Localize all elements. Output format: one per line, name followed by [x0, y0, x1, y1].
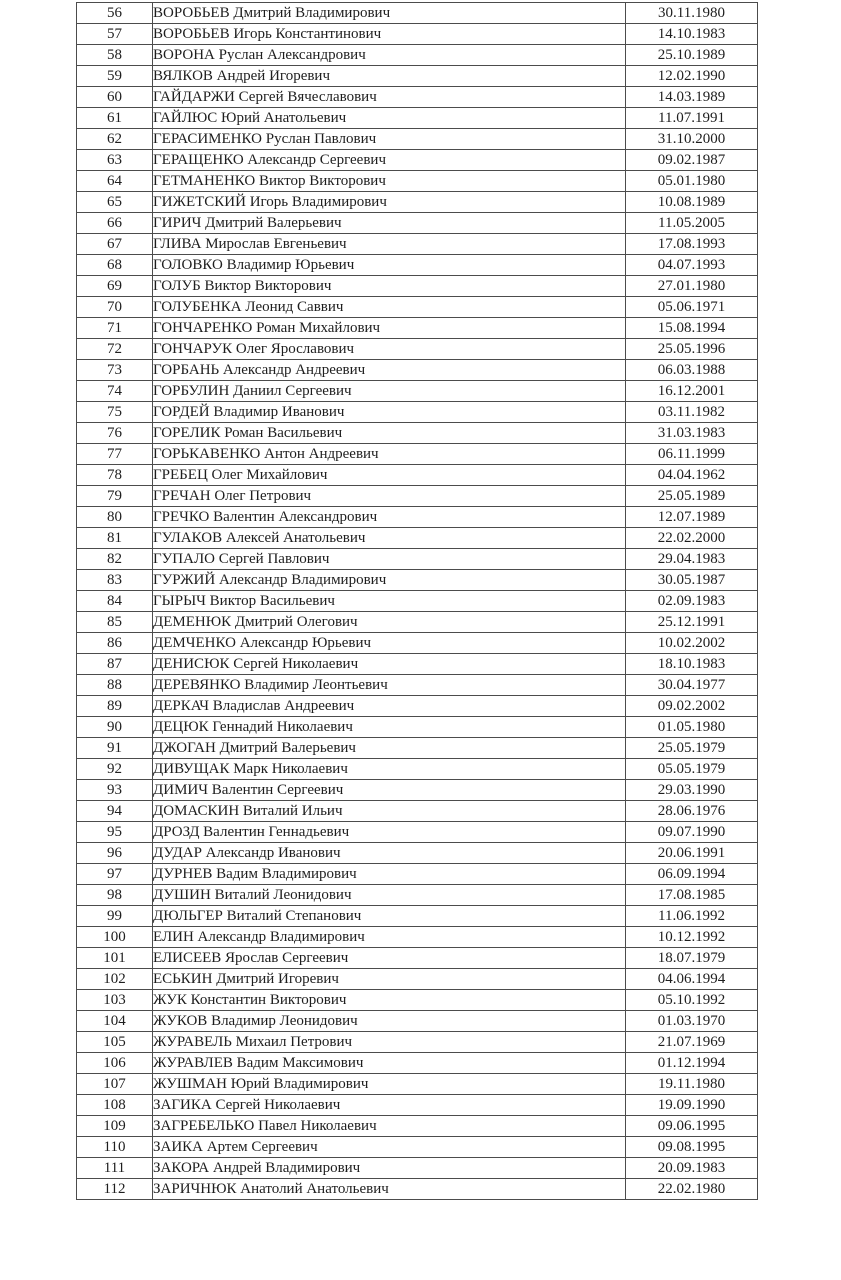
birth-date-cell: 29.04.1983	[626, 549, 758, 570]
row-number-cell: 92	[77, 759, 153, 780]
row-number-cell: 83	[77, 570, 153, 591]
table-row	[77, 3, 758, 24]
person-name-cell: ГУЛАКОВ Алексей Анатольевич	[153, 528, 626, 549]
row-number-cell: 82	[77, 549, 153, 570]
row-number-cell: 68	[77, 255, 153, 276]
row-number-cell: 108	[77, 1095, 153, 1116]
row-number-cell: 95	[77, 822, 153, 843]
table-row	[77, 780, 758, 801]
person-name-cell: ДУШИН Виталий Леонидович	[153, 885, 626, 906]
birth-date-cell: 01.05.1980	[626, 717, 758, 738]
person-name-cell: ГИЖЕТСКИЙ Игорь Владимирович	[153, 192, 626, 213]
roster-table-body	[77, 3, 758, 1200]
row-number-cell: 80	[77, 507, 153, 528]
row-number-cell: 104	[77, 1011, 153, 1032]
birth-date-cell: 30.11.1980	[626, 3, 758, 24]
birth-date-cell: 17.08.1985	[626, 885, 758, 906]
table-row	[77, 402, 758, 423]
birth-date-cell: 09.07.1990	[626, 822, 758, 843]
birth-date-cell: 09.02.2002	[626, 696, 758, 717]
table-row	[77, 591, 758, 612]
birth-date-cell: 04.04.1962	[626, 465, 758, 486]
row-number-cell: 70	[77, 297, 153, 318]
row-number-cell: 66	[77, 213, 153, 234]
table-row	[77, 633, 758, 654]
birth-date-cell: 05.10.1992	[626, 990, 758, 1011]
person-name-cell: ГУПАЛО Сергей Павлович	[153, 549, 626, 570]
table-row	[77, 843, 758, 864]
row-number-cell: 98	[77, 885, 153, 906]
table-row	[77, 1074, 758, 1095]
row-number-cell: 72	[77, 339, 153, 360]
table-row	[77, 381, 758, 402]
row-number-cell: 100	[77, 927, 153, 948]
row-number-cell: 75	[77, 402, 153, 423]
person-name-cell: ГАЙДАРЖИ Сергей Вячеславович	[153, 87, 626, 108]
birth-date-cell: 12.07.1989	[626, 507, 758, 528]
table-row	[77, 486, 758, 507]
row-number-cell: 64	[77, 171, 153, 192]
table-row	[77, 339, 758, 360]
birth-date-cell: 17.08.1993	[626, 234, 758, 255]
birth-date-cell: 10.12.1992	[626, 927, 758, 948]
table-row	[77, 759, 758, 780]
row-number-cell: 84	[77, 591, 153, 612]
table-row	[77, 192, 758, 213]
table-row	[77, 213, 758, 234]
table-row	[77, 948, 758, 969]
table-row	[77, 1095, 758, 1116]
person-name-cell: ЕСЬКИН Дмитрий Игоревич	[153, 969, 626, 990]
row-number-cell: 81	[77, 528, 153, 549]
birth-date-cell: 28.06.1976	[626, 801, 758, 822]
person-name-cell: ЕЛИН Александр Владимирович	[153, 927, 626, 948]
row-number-cell: 93	[77, 780, 153, 801]
birth-date-cell: 25.05.1996	[626, 339, 758, 360]
person-name-cell: ЗАРИЧНЮК Анатолий Анатольевич	[153, 1179, 626, 1200]
row-number-cell: 76	[77, 423, 153, 444]
birth-date-cell: 06.11.1999	[626, 444, 758, 465]
birth-date-cell: 25.12.1991	[626, 612, 758, 633]
birth-date-cell: 10.02.2002	[626, 633, 758, 654]
table-row	[77, 822, 758, 843]
birth-date-cell: 25.05.1989	[626, 486, 758, 507]
person-name-cell: ДЕЦЮК Геннадий Николаевич	[153, 717, 626, 738]
person-name-cell: ЖУШМАН Юрий Владимирович	[153, 1074, 626, 1095]
table-row	[77, 801, 758, 822]
person-name-cell: ГОЛОВКО Владимир Юрьевич	[153, 255, 626, 276]
table-row	[77, 276, 758, 297]
birth-date-cell: 10.08.1989	[626, 192, 758, 213]
person-name-cell: ЖУК Константин Викторович	[153, 990, 626, 1011]
row-number-cell: 58	[77, 45, 153, 66]
row-number-cell: 69	[77, 276, 153, 297]
row-number-cell: 90	[77, 717, 153, 738]
person-name-cell: ГЛИВА Мирослав Евгеньевич	[153, 234, 626, 255]
row-number-cell: 109	[77, 1116, 153, 1137]
person-name-cell: ДУДАР Александр Иванович	[153, 843, 626, 864]
birth-date-cell: 04.06.1994	[626, 969, 758, 990]
row-number-cell: 106	[77, 1053, 153, 1074]
birth-date-cell: 12.02.1990	[626, 66, 758, 87]
table-row	[77, 87, 758, 108]
table-row	[77, 360, 758, 381]
row-number-cell: 102	[77, 969, 153, 990]
row-number-cell: 87	[77, 654, 153, 675]
birth-date-cell: 25.10.1989	[626, 45, 758, 66]
person-name-cell: ДЕНИСЮК Сергей Николаевич	[153, 654, 626, 675]
table-row	[77, 906, 758, 927]
birth-date-cell: 14.10.1983	[626, 24, 758, 45]
table-row	[77, 465, 758, 486]
row-number-cell: 79	[77, 486, 153, 507]
table-row	[77, 1158, 758, 1179]
birth-date-cell: 18.10.1983	[626, 654, 758, 675]
birth-date-cell: 21.07.1969	[626, 1032, 758, 1053]
row-number-cell: 85	[77, 612, 153, 633]
person-name-cell: ГЕТМАНЕНКО Виктор Викторович	[153, 171, 626, 192]
birth-date-cell: 06.03.1988	[626, 360, 758, 381]
table-row	[77, 990, 758, 1011]
person-name-cell: ЖУРАВЛЕВ Вадим Максимович	[153, 1053, 626, 1074]
table-row	[77, 1137, 758, 1158]
person-name-cell: ГЫРЫЧ Виктор Васильевич	[153, 591, 626, 612]
birth-date-cell: 14.03.1989	[626, 87, 758, 108]
row-number-cell: 74	[77, 381, 153, 402]
person-name-cell: ДОМАСКИН Виталий Ильич	[153, 801, 626, 822]
table-row	[77, 129, 758, 150]
person-name-cell: ЖУКОВ Владимир Леонидович	[153, 1011, 626, 1032]
table-row	[77, 171, 758, 192]
table-row	[77, 1053, 758, 1074]
birth-date-cell: 31.03.1983	[626, 423, 758, 444]
birth-date-cell: 02.09.1983	[626, 591, 758, 612]
row-number-cell: 91	[77, 738, 153, 759]
row-number-cell: 78	[77, 465, 153, 486]
row-number-cell: 59	[77, 66, 153, 87]
person-name-cell: ДРОЗД Валентин Геннадьевич	[153, 822, 626, 843]
row-number-cell: 57	[77, 24, 153, 45]
table-row	[77, 507, 758, 528]
person-name-cell: ГАЙЛЮС Юрий Анатольевич	[153, 108, 626, 129]
person-name-cell: ГЕРАЩЕНКО Александр Сергеевич	[153, 150, 626, 171]
row-number-cell: 107	[77, 1074, 153, 1095]
row-number-cell: 73	[77, 360, 153, 381]
person-name-cell: ДЕМЕНЮК Дмитрий Олегович	[153, 612, 626, 633]
person-name-cell: ГУРЖИЙ Александр Владимирович	[153, 570, 626, 591]
row-number-cell: 110	[77, 1137, 153, 1158]
person-name-cell: ГРЕЧКО Валентин Александрович	[153, 507, 626, 528]
birth-date-cell: 25.05.1979	[626, 738, 758, 759]
birth-date-cell: 16.12.2001	[626, 381, 758, 402]
birth-date-cell: 22.02.1980	[626, 1179, 758, 1200]
table-row	[77, 1116, 758, 1137]
row-number-cell: 86	[77, 633, 153, 654]
person-name-cell: ДИВУЩАК Марк Николаевич	[153, 759, 626, 780]
birth-date-cell: 27.01.1980	[626, 276, 758, 297]
birth-date-cell: 30.05.1987	[626, 570, 758, 591]
table-row	[77, 150, 758, 171]
row-number-cell: 60	[77, 87, 153, 108]
birth-date-cell: 09.08.1995	[626, 1137, 758, 1158]
person-name-cell: ВОРОНА Руслан Александрович	[153, 45, 626, 66]
person-name-cell: ГОЛУБЕНКА Леонид Саввич	[153, 297, 626, 318]
row-number-cell: 88	[77, 675, 153, 696]
person-name-cell: ГОРБАНЬ Александр Андреевич	[153, 360, 626, 381]
birth-date-cell: 19.09.1990	[626, 1095, 758, 1116]
table-row	[77, 108, 758, 129]
table-row	[77, 1011, 758, 1032]
person-name-cell: ГОРЕЛИК Роман Васильевич	[153, 423, 626, 444]
person-name-cell: ВОРОБЬЕВ Дмитрий Владимирович	[153, 3, 626, 24]
person-name-cell: ДЮЛЬГЕР Виталий Степанович	[153, 906, 626, 927]
table-row	[77, 696, 758, 717]
table-row	[77, 864, 758, 885]
birth-date-cell: 20.09.1983	[626, 1158, 758, 1179]
row-number-cell: 103	[77, 990, 153, 1011]
person-name-cell: ГОНЧАРУК Олег Ярославович	[153, 339, 626, 360]
birth-date-cell: 22.02.2000	[626, 528, 758, 549]
person-name-cell: ДЕРЕВЯНКО Владимир Леонтьевич	[153, 675, 626, 696]
birth-date-cell: 01.12.1994	[626, 1053, 758, 1074]
person-name-cell: ГРЕБЕЦ Олег Михайлович	[153, 465, 626, 486]
row-number-cell: 67	[77, 234, 153, 255]
birth-date-cell: 31.10.2000	[626, 129, 758, 150]
row-number-cell: 111	[77, 1158, 153, 1179]
row-number-cell: 61	[77, 108, 153, 129]
birth-date-cell: 29.03.1990	[626, 780, 758, 801]
person-name-cell: ЗАКОРА Андрей Владимирович	[153, 1158, 626, 1179]
birth-date-cell: 01.03.1970	[626, 1011, 758, 1032]
person-name-cell: ЖУРАВЕЛЬ Михаил Петрович	[153, 1032, 626, 1053]
person-name-cell: ВОРОБЬЕВ Игорь Константинович	[153, 24, 626, 45]
birth-date-cell: 05.01.1980	[626, 171, 758, 192]
row-number-cell: 89	[77, 696, 153, 717]
person-name-cell: ЗАГРЕБЕЛЬКО Павел Николаевич	[153, 1116, 626, 1137]
table-row	[77, 24, 758, 45]
table-row	[77, 654, 758, 675]
row-number-cell: 99	[77, 906, 153, 927]
table-row	[77, 1179, 758, 1200]
person-name-cell: ДЕРКАЧ Владислав Андреевич	[153, 696, 626, 717]
table-row	[77, 570, 758, 591]
table-row	[77, 255, 758, 276]
birth-date-cell: 05.05.1979	[626, 759, 758, 780]
birth-date-cell: 03.11.1982	[626, 402, 758, 423]
row-number-cell: 65	[77, 192, 153, 213]
birth-date-cell: 20.06.1991	[626, 843, 758, 864]
table-row	[77, 549, 758, 570]
table-row	[77, 1032, 758, 1053]
person-name-cell: ДУРНЕВ Вадим Владимирович	[153, 864, 626, 885]
person-name-cell: ГЕРАСИМЕНКО Руслан Павлович	[153, 129, 626, 150]
table-row	[77, 423, 758, 444]
table-row	[77, 444, 758, 465]
row-number-cell: 62	[77, 129, 153, 150]
person-name-cell: ДЖОГАН Дмитрий Валерьевич	[153, 738, 626, 759]
birth-date-cell: 06.09.1994	[626, 864, 758, 885]
row-number-cell: 71	[77, 318, 153, 339]
table-row	[77, 297, 758, 318]
table-row	[77, 66, 758, 87]
person-name-cell: ГОРЬКАВЕНКО Антон Андреевич	[153, 444, 626, 465]
table-row	[77, 318, 758, 339]
table-row	[77, 234, 758, 255]
person-name-cell: ГИРИЧ Дмитрий Валерьевич	[153, 213, 626, 234]
person-name-cell: ЕЛИСЕЕВ Ярослав Сергеевич	[153, 948, 626, 969]
birth-date-cell: 11.05.2005	[626, 213, 758, 234]
table-row	[77, 969, 758, 990]
row-number-cell: 77	[77, 444, 153, 465]
person-name-cell: ДЕМЧЕНКО Александр Юрьевич	[153, 633, 626, 654]
row-number-cell: 97	[77, 864, 153, 885]
row-number-cell: 63	[77, 150, 153, 171]
person-name-cell: ДИМИЧ Валентин Сергеевич	[153, 780, 626, 801]
person-name-cell: ГОРДЕЙ Владимир Иванович	[153, 402, 626, 423]
birth-date-cell: 19.11.1980	[626, 1074, 758, 1095]
row-number-cell: 105	[77, 1032, 153, 1053]
row-number-cell: 112	[77, 1179, 153, 1200]
person-name-cell: ВЯЛКОВ Андрей Игоревич	[153, 66, 626, 87]
birth-date-cell: 05.06.1971	[626, 297, 758, 318]
birth-date-cell: 11.06.1992	[626, 906, 758, 927]
birth-date-cell: 30.04.1977	[626, 675, 758, 696]
table-row	[77, 717, 758, 738]
table-row	[77, 885, 758, 906]
person-name-cell: ЗАГИКА Сергей Николаевич	[153, 1095, 626, 1116]
person-name-cell: ГОЛУБ Виктор Викторович	[153, 276, 626, 297]
table-row	[77, 612, 758, 633]
person-name-cell: ГОРБУЛИН Даниил Сергеевич	[153, 381, 626, 402]
person-name-cell: ГОНЧАРЕНКО Роман Михайлович	[153, 318, 626, 339]
row-number-cell: 101	[77, 948, 153, 969]
birth-date-cell: 04.07.1993	[626, 255, 758, 276]
table-row	[77, 528, 758, 549]
person-name-cell: ГРЕЧАН Олег Петрович	[153, 486, 626, 507]
row-number-cell: 56	[77, 3, 153, 24]
table-row	[77, 675, 758, 696]
birth-date-cell: 09.02.1987	[626, 150, 758, 171]
roster-table	[76, 2, 758, 1200]
table-row	[77, 738, 758, 759]
table-row	[77, 45, 758, 66]
birth-date-cell: 18.07.1979	[626, 948, 758, 969]
table-row	[77, 927, 758, 948]
birth-date-cell: 11.07.1991	[626, 108, 758, 129]
row-number-cell: 96	[77, 843, 153, 864]
birth-date-cell: 09.06.1995	[626, 1116, 758, 1137]
person-name-cell: ЗАИКА Артем Сергеевич	[153, 1137, 626, 1158]
row-number-cell: 94	[77, 801, 153, 822]
birth-date-cell: 15.08.1994	[626, 318, 758, 339]
